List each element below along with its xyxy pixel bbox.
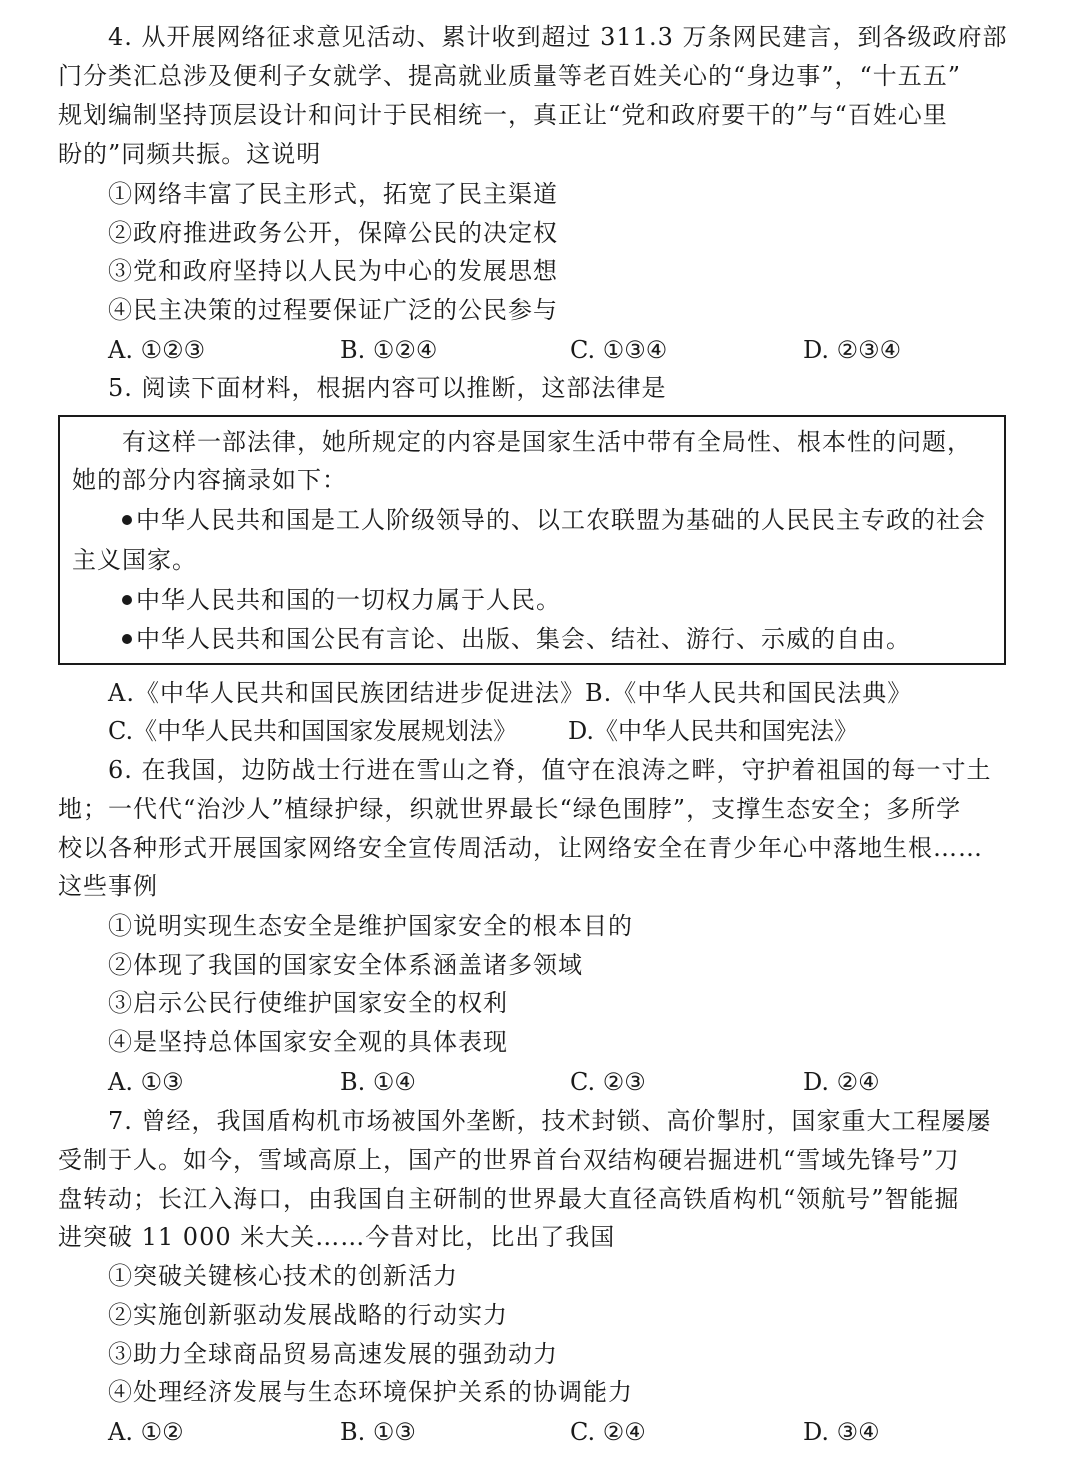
q7-option-a[interactable]: A. ①② [108,1418,184,1446]
q5-box-bullet-2 [122,585,561,615]
q4-option-a[interactable]: A. ①②③ [108,336,206,364]
q6-options [0,1067,1080,1097]
bullet-dot-icon [122,515,132,525]
q4-stem-line-3: 规划编制坚持顶层设计和问计于民相统一，真正让“党和政府要干的”与“百姓心里 [58,101,948,129]
q6-option-c[interactable]: C. ②③ [570,1068,646,1096]
q6-stem-line-4: 这些事例 [58,872,158,900]
q4-option-c[interactable]: C. ①③④ [570,336,668,364]
q5-option-a-b-line[interactable]: A.《中华人民共和国民族团结进步促进法》B.《中华人民共和国民法典》 [108,679,913,707]
q5-box-bullet-1 [122,505,986,535]
q6-statement-1: ①说明实现生态安全是维护国家安全的根本目的 [108,912,633,940]
q4-option-b[interactable]: B. ①②④ [340,336,438,364]
q5-options-c-d [0,716,1080,746]
q4-statement-3: ③党和政府坚持以人民为中心的发展思想 [108,257,558,285]
bullet-dot-icon [122,595,132,605]
q6-statement-3: ③启示公民行使维护国家安全的权利 [108,989,508,1017]
q6-statement-4: ④是坚持总体国家安全观的具体表现 [108,1028,508,1056]
q5-box-bullet-1-cont: 主义国家。 [72,546,197,574]
q4-stem-line-1: 4. 从开展网络征求意见活动、累计收到超过 311.3 万条网民建言，到各级政府部 [108,23,1008,51]
q5-option-c[interactable]: C.《中华人民共和国国家发展规划法》 [108,717,518,745]
q4-options [0,335,1080,365]
q7-statement-2: ②实施创新驱动发展战略的行动实力 [108,1301,508,1329]
q5-box-intro-1: 有这样一部法律，她所规定的内容是国家生活中带有全局性、根本性的问题， [122,428,972,456]
q5-stem: 5. 阅读下面材料，根据内容可以推断，这部法律是 [108,374,667,402]
q4-option-d[interactable]: D. ②③④ [803,336,902,364]
q5-box-bullet-2-text: 中华人民共和国的一切权力属于人民。 [136,586,561,614]
q5-box-bullet-3 [122,624,911,654]
q7-statement-3: ③助力全球商品贸易高速发展的强劲动力 [108,1340,558,1368]
q4-stem-line-2: 门分类汇总涉及便利子女就学、提高就业质量等老百姓关心的“身边事”，“十五五” [58,62,962,90]
q7-option-b[interactable]: B. ①③ [340,1418,416,1446]
q6-stem-line-3: 校以各种形式开展国家网络安全宣传周活动，让网络安全在青少年心中落地生根…… [58,834,983,862]
q4-stem-line-4: 盼的”同频共振。这说明 [58,140,322,168]
bullet-dot-icon [122,634,132,644]
q6-option-a[interactable]: A. ①③ [108,1068,184,1096]
q6-option-d[interactable]: D. ②④ [803,1068,880,1096]
q5-option-d[interactable]: D.《中华人民共和国宪法》 [568,717,859,745]
q7-stem-line-3: 盘转动；长江入海口，由我国自主研制的世界最大直径高铁盾构机“领航号”智能掘 [58,1185,960,1213]
q7-statement-1: ①突破关键核心技术的创新活力 [108,1262,458,1290]
q6-stem-line-1: 6. 在我国，边防战士行进在雪山之脊，值守在浪涛之畔，守护着祖国的每一寸土 [108,756,992,784]
q5-box-bullet-1-text: 中华人民共和国是工人阶级领导的、以工农联盟为基础的人民民主专政的社会 [136,506,986,534]
q6-option-b[interactable]: B. ①④ [340,1068,416,1096]
q4-statement-2: ②政府推进政务公开，保障公民的决定权 [108,219,558,247]
q7-stem-line-1: 7. 曾经，我国盾构机市场被国外垄断，技术封锁、高价掣肘，国家重大工程屡屡 [108,1107,992,1135]
q7-stem-line-4: 进突破 11 000 米大关……今昔对比，比出了我国 [58,1223,616,1251]
q7-option-d[interactable]: D. ③④ [803,1418,880,1446]
q7-stem-line-2: 受制于人。如今，雪域高原上，国产的世界首台双结构硬岩掘进机“雪域先锋号”刀 [58,1146,960,1174]
q4-statement-4: ④民主决策的过程要保证广泛的公民参与 [108,296,558,324]
q7-statement-4: ④处理经济发展与生态环境保护关系的协调能力 [108,1378,633,1406]
q7-options [0,1417,1080,1447]
q5-box-bullet-3-text: 中华人民共和国公民有言论、出版、集会、结社、游行、示威的自由。 [136,625,911,653]
q4-statement-1: ①网络丰富了民主形式，拓宽了民主渠道 [108,180,558,208]
q7-option-c[interactable]: C. ②④ [570,1418,646,1446]
q6-stem-line-2: 地；一代代“治沙人”植绿护绿，织就世界最长“绿色围脖”，支撑生态安全；多所学 [58,795,962,823]
q6-statement-2: ②体现了我国的国家安全体系涵盖诸多领域 [108,951,583,979]
q5-box-intro-2: 她的部分内容摘录如下： [72,466,347,494]
